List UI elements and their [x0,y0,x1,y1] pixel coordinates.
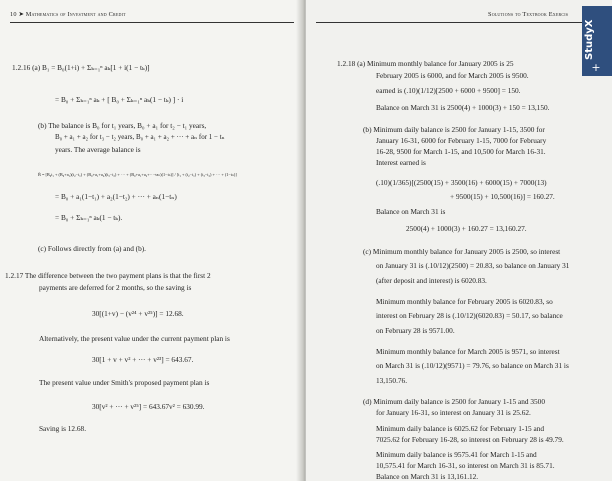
balance-march-b: 2500(4) + 1000(3) + 160.27 = 13,160.27. [406,224,527,233]
exercise-1-2-18-c-line3: (after deposit and interest) is 6020.83. [376,276,487,285]
exercise-1-2-18-d-line1: (d) Minimum daily balance is 2500 for January 1-15 and 3500 [363,397,545,406]
exercise-1-2-18-b-line3: 16-28, 9500 for March 1-15, and 10,500 for March 16-31. [376,147,546,156]
right-page [306,0,612,481]
left-page-header [10,10,126,19]
saving-result: Saving is 12.68. [39,424,87,433]
interest-earned-a: earned is (.10)(1/12)[2500 + 6000 + 9500] = 150. [376,86,521,95]
saving-equation: 30[(1+v) − (v²⁴ + v²⁵)] = 12.68. [92,309,184,318]
exercise-1-2-16-b-line3: years. The average balance is [55,145,141,154]
exercise-1-2-16-c: (c) Follows directly from (a) and (b). [38,244,146,253]
exercise-1-2-18-b-line2: January 16-31, 6000 for February 1-15, 7000 for February [376,136,547,145]
exercise-1-2-18-a-line2: February 2005 is 6000, and for March 2005 is 9500. [376,71,529,80]
studyx-badge[interactable] [582,6,612,76]
running-title-left: Mathematics of Investment and Credit [25,11,126,18]
plus-icon: + [591,61,601,74]
proposed-plan-intro: The present value under Smith's proposed payment plan is [39,378,210,387]
daily-interest-equation: (.10)(1/365)[(2500(15) + 3500(16) + 6000(15) + 7000(13) [376,178,547,187]
balance-march-b-label: Balance on March 31 is [376,207,446,216]
current-plan-pv: 30[1 + v + v² + ··· + v²³] = 643.67. [92,355,194,364]
exercise-1-2-18-a-line1: 1.2.18 (a) Minimum monthly balance for January 2005 is 25 [337,59,514,68]
march-balance-line2: on March 31 is (.10/12)(9571) = 79.76, so balance on March 31 is [376,361,569,370]
exercise-1-2-17-line2: payments are deferred for 2 months, so the saving is [39,283,192,292]
page-number: 10 [10,11,17,18]
header-rule-left [10,22,294,23]
exercise-1-2-18-d-line7: Balance on March 31 is 13,161.12. [376,472,479,481]
average-balance-formula: B̄ = [B₀t₁ + (B₀+a₁)(t₂−t₁) + (B₀+a₁+a₂)(t₃−t₂) + ··· + (B₀+a₁+a₂+···+aₙ)(1−tₙ)] / [t₁ + (t₂−t₁) + (t₃−t₂) + ··· + (1−tₙ)] [38,172,237,177]
exercise-1-2-18-d-line6: 10,575.41 for March 16-31, so interest on March 31 is 85.71. [376,461,555,470]
march-balance-line3: 13,150.76. [376,376,408,385]
exercise-1-2-16-a-line1: 1.2.16 (a) B₁ = B₀(1+i) + Σₖ₌₁ⁿ aₖ[1 + i(1 − tₖ)] [12,63,150,72]
february-balance-line3: on February 28 is 9571.00. [376,326,455,335]
exercise-1-2-18-d-line3: Minimum daily balance is 6025.62 for February 1-15 and [376,424,544,433]
exercise-1-2-16-b-line2: B₀ + a₁ + a₂ for t₃ − t₂ years, B₀ + a₁ + a₂ + ··· + aₙ for 1 − tₙ [55,133,225,141]
average-balance-step2: = B₀ + a₁(1−t₁) + a₂(1−t₂) + ··· + aₙ(1−tₙ) [55,192,177,201]
exercise-1-2-18-b-line4: Interest earned is [376,158,426,167]
exercise-1-2-16-b-line1: (b) The balance is B₀ for t₁ years, B₀ + a₁ for t₂ − t₁ years, [38,121,207,130]
exercise-1-2-18-d-line4: 7025.62 for February 16-28, so interest on February 28 is 49.79. [376,435,564,444]
running-title-right: Solutions to Textbook Exercis [488,11,569,18]
exercise-1-2-18-c-line2: on January 31 is (.10/12)(2500) = 20.83, so balance on January 31 [376,261,570,270]
february-balance-line1: Minimum monthly balance for February 2005 is 6020.83, so [376,297,553,306]
exercise-1-2-18-b-line1: (b) Minimum daily balance is 2500 for January 1-15, 3500 for [363,125,545,134]
exercise-1-2-16-a-line2: = B₀ + Σₖ₌₁ⁿ aₖ + [ B₀ + Σₖ₌₁ⁿ aₖ(1 − tₖ) ] · i [55,95,184,104]
average-balance-result: = B₀ + Σₖ₌₁ⁿ aₖ(1 − tₖ). [55,213,123,222]
daily-interest-result: + 9500(15) + 10,500(16)] = 160.27. [450,192,555,201]
exercise-1-2-17-line1: 1.2.17 The difference between the two payment plans is that the first 2 [5,271,211,280]
proposed-plan-pv: 30[v² + ··· + v²⁵] = 643.67v² = 630.99. [92,402,205,411]
exercise-1-2-18-d-line5: Minimum daily balance is 9575.41 for March 1-15 and [376,450,537,459]
march-balance-line1: Minimum monthly balance for March 2005 is 9571, so interest [376,347,560,356]
studyx-label: StudyX [584,19,595,60]
header-arrow-icon: ➤ [18,11,24,18]
exercise-1-2-18-d-line2: for January 16-31, so interest on January 31 is 25.62. [376,408,531,417]
alternative-pv-intro: Alternatively, the present value under the current payment plan is [39,334,230,343]
left-page [0,0,303,481]
exercise-1-2-18-c-line1: (c) Minimum monthly balance for January 2005 is 2500, so interest [363,247,561,256]
february-balance-line2: interest on February 28 is (.10/12)(6020.83) = 50.17, so balance [376,311,563,320]
header-rule-right [316,22,612,23]
balance-march-a: Balance on March 31 is 2500(4) + 1000(3) + 150 = 13,150. [376,103,550,112]
